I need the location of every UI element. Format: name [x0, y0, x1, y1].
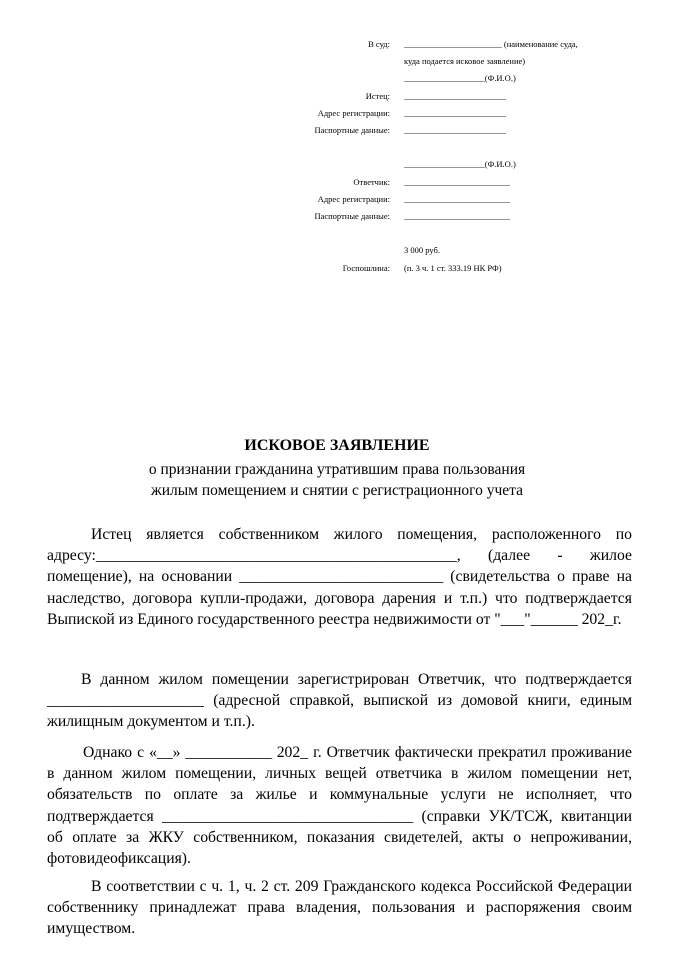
defendant-passport-field: _________________________: [404, 211, 511, 221]
court-note: куда подается исковое заявление): [404, 56, 526, 66]
paragraph-text: Истец является собственником жилого помещения, расположенного по адресу:______________________________________________, (далее - жилое помещение), на основании __________________________ (свидетельства о праве на наследство, договора купли-продажи, договора дарения и т.п.) что подтверждается Выпиской из Единого государственного реестра недвижимости от "___"______ 202_г.: [47, 526, 632, 628]
plaintiff-passport-label: Паспортные данные:: [314, 125, 390, 135]
document-subtitle-line2: жилым помещением и снятии с регистрационного учета: [150, 482, 523, 499]
paragraph-ownership: [47, 524, 632, 630]
court-label: В суд:: [368, 39, 390, 49]
plaintiff-label: Истец:: [365, 91, 390, 101]
paragraph-text: Однако с «__» ___________ 202_ г. Ответчик фактически прекратил проживание в данном жилом помещении, личных вещей ответчика в жилом помещении нет, обязательств по оплате за жилье и коммунальные услуги не исполняет, что подтверждается ________________________________ (справки УК/ТСЖ, квитанции об оплате за ЖКУ собственником, показания свидетелей, акты о непроживании, фотовидеофиксация).: [47, 744, 632, 868]
fee-basis: (п. 3 ч. 1 ст. 333.19 НК РФ): [404, 263, 502, 273]
paragraph-text: В данном жилом помещении зарегистрирован Ответчик, что подтверждается ____________________ (адресной справкой, выпиской из домовой книги, единым жилищным документом и т.п.).: [47, 671, 632, 731]
fee-label: Госпошлина:: [342, 263, 390, 273]
paragraph-legal-basis: [47, 876, 632, 940]
defendant-address-field: _________________________: [404, 194, 511, 204]
plaintiff-address-field: ________________________: [404, 108, 506, 118]
plaintiff-passport-field: ________________________: [404, 125, 506, 135]
document-title: ИСКОВОЕ ЗАЯВЛЕНИЕ: [244, 437, 430, 454]
defendant-field: _________________________: [404, 177, 511, 187]
defendant-fio-field: ___________________(Ф.И.О.): [404, 159, 516, 169]
paragraph-registration: [47, 669, 632, 733]
plaintiff-field: ________________________: [404, 91, 506, 101]
fee-amount: 3 000 руб.: [404, 245, 440, 255]
plaintiff-address-label: Адрес регистрации:: [317, 108, 390, 118]
defendant-address-label: Адрес регистрации:: [317, 194, 390, 204]
court-field: _______________________ (наименование суда,: [404, 39, 578, 49]
defendant-passport-label: Паспортные данные:: [314, 211, 390, 221]
paragraph-absence: [47, 742, 632, 869]
paragraph-text: В соответствии с ч. 1, ч. 2 ст. 209 Гражданского кодекса Российской Федерации собственнику принадлежат права владения, пользования и распоряжения своим имуществом.: [47, 878, 632, 938]
defendant-label: Ответчик:: [353, 177, 390, 187]
document-subtitle-line1: о признании гражданина утратившим права пользования: [148, 461, 526, 478]
plaintiff-fio-field: ___________________(Ф.И.О.): [404, 73, 516, 83]
